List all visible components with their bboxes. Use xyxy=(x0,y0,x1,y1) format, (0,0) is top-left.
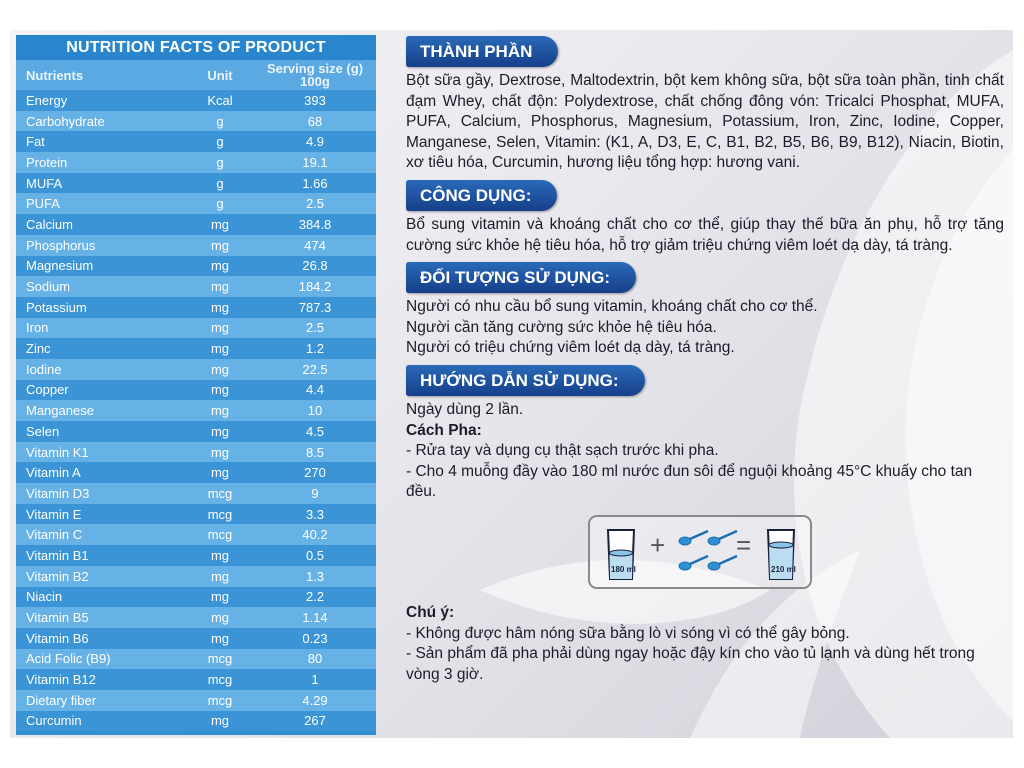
nutrient-name: Iodine xyxy=(26,361,62,377)
table-row xyxy=(16,483,376,504)
target-line: Người có triệu chứng viêm loét dạ dày, tá tràng. xyxy=(406,339,735,357)
note-title: Chú ý: xyxy=(406,603,455,621)
nutrient-value: 22.5 xyxy=(302,361,328,377)
nutrition-table-header xyxy=(16,60,376,90)
nutrient-name: Vitamin C xyxy=(26,527,83,543)
nutrient-unit: mg xyxy=(210,610,230,626)
table-row xyxy=(16,131,376,152)
nutrient-unit: mg xyxy=(210,423,230,439)
table-row xyxy=(16,462,376,483)
nutrient-unit: Kcal xyxy=(207,92,233,108)
nutrient-unit: g xyxy=(216,196,224,212)
nutrient-unit: mg xyxy=(210,237,230,253)
nutrient-value: 1.2 xyxy=(305,341,325,357)
nutrient-value: 68 xyxy=(307,113,323,129)
nutrient-value: 0.23 xyxy=(302,630,328,646)
nutrient-unit: mcg xyxy=(207,485,233,501)
header-serving-size: Serving size (g) 100g xyxy=(266,61,364,89)
table-row xyxy=(16,400,376,421)
preparation-title: Cách Pha: xyxy=(406,421,482,439)
table-row xyxy=(16,338,376,359)
nutrient-value: 40.2 xyxy=(302,527,328,543)
nutrient-value: 4.9 xyxy=(305,134,325,150)
target-line: Người có nhu cầu bổ sung vitamin, khoáng chất cho cơ thể. xyxy=(406,298,818,316)
nutrient-name: Magnesium xyxy=(26,258,94,274)
nutrient-value: 1 xyxy=(311,672,319,688)
nutrient-name: Protein xyxy=(26,154,68,170)
table-row xyxy=(16,587,376,608)
nutrient-value: 80 xyxy=(307,651,323,667)
nutrient-value: 4.5 xyxy=(305,423,325,439)
table-row xyxy=(16,214,376,235)
table-row xyxy=(16,504,376,525)
nutrient-name: Vitamin B5 xyxy=(26,610,89,626)
nutrient-unit: mcg xyxy=(207,692,233,708)
nutrient-unit: mg xyxy=(210,279,230,295)
nutrient-name: Manganese xyxy=(26,403,94,419)
nutrient-name: Zinc xyxy=(26,341,51,357)
nutrient-unit: g xyxy=(216,113,224,129)
preparation-step: - Cho 4 muỗng đầy vào 180 ml nước đun sôi để nguội khoảng 45°C khuấy cho tan đều. xyxy=(406,462,973,501)
table-row xyxy=(16,173,376,194)
glass-2-label: 210 ml xyxy=(771,564,796,574)
nutrient-value: 3.3 xyxy=(305,506,325,522)
nutrient-value: 384.8 xyxy=(298,216,332,232)
table-row xyxy=(16,297,376,318)
nutrient-value: 2.5 xyxy=(305,196,325,212)
nutrient-unit: mg xyxy=(210,361,230,377)
table-row xyxy=(16,90,376,111)
nutrient-name: Acid Folic (B9) xyxy=(26,651,111,667)
nutrient-unit: mg xyxy=(210,299,230,315)
note-line: - Sản phẩm đã pha phải dùng ngay hoặc đậy kín cho vào tủ lạnh và dùng hết trong vòng 3 giờ. xyxy=(406,645,975,683)
nutrition-table xyxy=(16,35,376,735)
table-row xyxy=(16,318,376,339)
nutrient-name: Vitamin K1 xyxy=(26,444,89,460)
table-row xyxy=(16,649,376,670)
nutrient-unit: mg xyxy=(210,403,230,419)
nutrient-unit: mcg xyxy=(207,651,233,667)
header-unit: Unit xyxy=(207,67,233,83)
nutrient-name: Sodium xyxy=(26,279,71,295)
nutrient-value: 9 xyxy=(311,485,319,501)
nutrient-name: Vitamin D3 xyxy=(26,485,90,501)
table-row xyxy=(16,628,376,649)
table-row xyxy=(16,690,376,711)
nutrient-name: PUFA xyxy=(26,196,60,212)
nutrient-value: 184.2 xyxy=(298,279,332,295)
nutrient-value: 2.5 xyxy=(305,320,325,336)
table-row xyxy=(16,380,376,401)
nutrient-value: 787.3 xyxy=(298,299,332,315)
table-row xyxy=(16,235,376,256)
table-row xyxy=(16,607,376,628)
table-row xyxy=(16,359,376,380)
nutrient-unit: g xyxy=(216,154,224,170)
nutrient-name: Phosphorus xyxy=(26,237,96,253)
nutrient-name: Calcium xyxy=(26,216,73,232)
table-row xyxy=(16,711,376,732)
nutrient-unit: mg xyxy=(210,341,230,357)
nutrient-name: Selen xyxy=(26,423,60,439)
glass-1-label: 180 ml xyxy=(611,564,636,574)
ingredients-text: Bột sữa gầy, Dextrose, Maltodextrin, bột kem không sữa, bột sữa toàn phần, tinh chất đạm Whey, chất độn: Polydextrose, chất chống đông vón: Tricalci Phosphat, MUFA, PUFA, Calcium, Phosphorus, Magnesium, Potassium, Iron, Zinc, Iodine, Copper, Manganese, Selen, Vitamin: (K1, A, D3, E, C, B1, B2, B5, B6, B9, B12), Niacin, Biotin, xơ tiêu hóa, Curcumin, hương liệu tổng hợp: hương vani. xyxy=(406,72,1004,172)
nutrient-name: Curcumin xyxy=(26,713,82,729)
target-users-heading: ĐỐI TƯỢNG SỬ DỤNG: xyxy=(406,262,636,293)
nutrient-name: MUFA xyxy=(26,175,63,191)
nutrient-value: 8.5 xyxy=(305,444,325,460)
nutrient-unit: mg xyxy=(210,258,230,274)
product-info xyxy=(406,36,1004,685)
nutrient-unit: mg xyxy=(210,444,230,460)
nutrient-unit: mcg xyxy=(207,506,233,522)
nutrient-name: Iron xyxy=(26,320,49,336)
nutrient-name: Vitamin E xyxy=(26,506,82,522)
nutrient-unit: mg xyxy=(210,216,230,232)
nutrition-table-title: NUTRITION FACTS OF PRODUCT xyxy=(16,35,376,60)
note-line: - Không được hâm nóng sữa bằng lò vi sóng vì có thể gây bỏng. xyxy=(406,624,850,642)
nutrient-name: Copper xyxy=(26,382,69,398)
preparation-step: - Rửa tay và dụng cụ thật sạch trước khi pha. xyxy=(406,442,719,460)
nutrient-unit: mg xyxy=(210,568,230,584)
nutrient-name: Carbohydrate xyxy=(26,113,105,129)
nutrient-value: 1.3 xyxy=(305,568,325,584)
table-row xyxy=(16,442,376,463)
table-row xyxy=(16,111,376,132)
nutrient-value: 267 xyxy=(304,713,326,729)
nutrient-name: Potassium xyxy=(26,299,87,315)
table-row xyxy=(16,193,376,214)
nutrient-name: Energy xyxy=(26,92,68,108)
nutrient-name: Vitamin B12 xyxy=(26,672,96,688)
nutrient-unit: g xyxy=(216,134,224,150)
nutrient-name: Vitamin A xyxy=(26,465,81,481)
equals-sign: = xyxy=(736,529,752,560)
nutrient-unit: mg xyxy=(210,630,230,646)
nutrient-value: 4.4 xyxy=(305,382,325,398)
nutrient-unit: mcg xyxy=(207,527,233,543)
nutrient-unit: mcg xyxy=(207,672,233,688)
header-nutrients: Nutrients xyxy=(26,67,84,83)
table-row xyxy=(16,152,376,173)
table-row xyxy=(16,669,376,690)
spoon-icon xyxy=(679,531,737,570)
directions-daily: Ngày dùng 2 lần. xyxy=(406,400,524,418)
nutrient-unit: g xyxy=(216,175,224,191)
nutrient-name: Vitamin B1 xyxy=(26,547,89,563)
table-row xyxy=(16,421,376,442)
table-row xyxy=(16,566,376,587)
plus-sign: + xyxy=(650,529,666,560)
table-row xyxy=(16,524,376,545)
nutrient-value: 19.1 xyxy=(302,154,328,170)
nutrient-unit: mg xyxy=(210,713,230,729)
nutrient-name: Fat xyxy=(26,134,45,150)
nutrient-name: Niacin xyxy=(26,589,63,605)
nutrient-value: 474 xyxy=(304,237,326,253)
directions-heading: HƯỚNG DẪN SỬ DỤNG: xyxy=(406,365,645,396)
table-row xyxy=(16,545,376,566)
nutrient-value: 1.66 xyxy=(302,175,328,191)
nutrient-value: 2.2 xyxy=(305,589,325,605)
uses-heading: CÔNG DỤNG: xyxy=(406,180,557,211)
nutrient-unit: mg xyxy=(210,320,230,336)
nutrient-unit: mg xyxy=(210,547,230,563)
nutrient-value: 0.5 xyxy=(305,547,325,563)
nutrient-value: 270 xyxy=(304,465,326,481)
nutrient-unit: mg xyxy=(210,465,230,481)
nutrient-value: 393 xyxy=(304,92,326,108)
mixing-illustration xyxy=(588,515,812,589)
nutrient-name: Vitamin B6 xyxy=(26,630,89,646)
nutrient-name: Dietary fiber xyxy=(26,692,97,708)
table-row xyxy=(16,276,376,297)
table-row xyxy=(16,256,376,277)
nutrition-table-body xyxy=(16,90,376,731)
ingredients-heading: THÀNH PHẦN xyxy=(406,36,558,67)
uses-text: Bổ sung vitamin và khoáng chất cho cơ thể, giúp thay thế bữa ăn phụ, hỗ trợ tăng cường sức khỏe hệ tiêu hóa, hỗ trợ giảm triệu chứng viêm loét dạ dày, tá tràng. xyxy=(406,215,1004,254)
nutrient-unit: mg xyxy=(210,589,230,605)
target-line: Người cần tăng cường sức khỏe hệ tiêu hóa. xyxy=(406,318,717,336)
nutrient-value: 4.29 xyxy=(302,692,328,708)
nutrient-unit: mg xyxy=(210,382,230,398)
nutrient-value: 1.14 xyxy=(302,610,328,626)
nutrient-value: 26.8 xyxy=(302,258,328,274)
nutrient-value: 10 xyxy=(307,403,323,419)
nutrient-name: Vitamin B2 xyxy=(26,568,89,584)
